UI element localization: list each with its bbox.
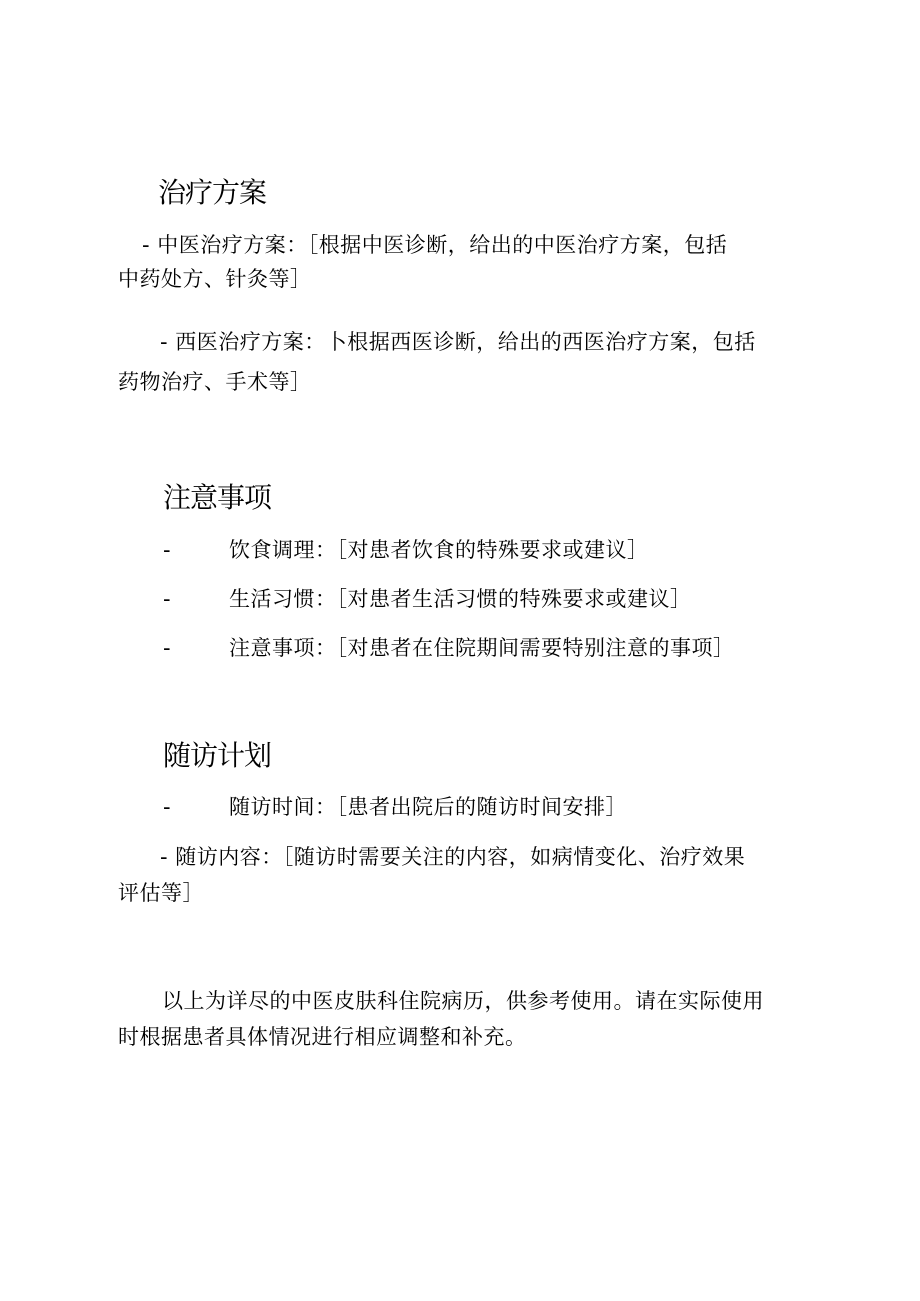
treatment-heading: 治疗方案 xyxy=(158,176,267,209)
tcm-treatment-line-1: - 中医治疗方案：［根据中医诊断，给出的中医治疗方案，包括 xyxy=(142,233,728,257)
western-treatment-line-1: - 西医治疗方案：卜根据西医诊断，给出的西医治疗方案，包括 xyxy=(160,330,756,354)
list-item-text: 生活习惯：［对患者生活习惯的特殊要求或建议］ xyxy=(229,587,692,611)
followup-content-line-1: - 随访内容：［随访时需要关注的内容，如病情变化、治疗效果 xyxy=(160,845,746,869)
followup-heading: 随访计划 xyxy=(163,739,272,772)
followup-content-line-2: 评估等］ xyxy=(118,881,204,905)
western-treatment-line-2: 药物治疗、手术等］ xyxy=(118,370,312,394)
closing-line-2: 时根据患者具体情况进行相应调整和补充。 xyxy=(118,1025,527,1049)
list-dash: - xyxy=(163,587,172,611)
tcm-treatment-paragraph xyxy=(118,228,818,296)
list-dash: - xyxy=(163,538,172,562)
list-dash: - xyxy=(163,636,172,660)
list-item-text: 注意事项：［对患者在住院期间需要特别注意的事项］ xyxy=(229,636,735,660)
list-item-text: 随访时间：［患者出院后的随访时间安排］ xyxy=(229,795,627,819)
precautions-heading: 注意事项 xyxy=(163,481,272,514)
list-dash: - xyxy=(163,795,172,819)
list-item-text: 饮食调理：［对患者饮食的特殊要求或建议］ xyxy=(229,538,649,562)
western-treatment-paragraph xyxy=(118,325,818,399)
closing-paragraph xyxy=(118,984,818,1054)
closing-line-1: 以上为详尽的中医皮肤科住院病历，供参考使用。请在实际使用 xyxy=(162,989,764,1013)
followup-content-paragraph xyxy=(118,840,818,910)
tcm-treatment-line-2: 中药处方、针灸等］ xyxy=(118,267,312,291)
